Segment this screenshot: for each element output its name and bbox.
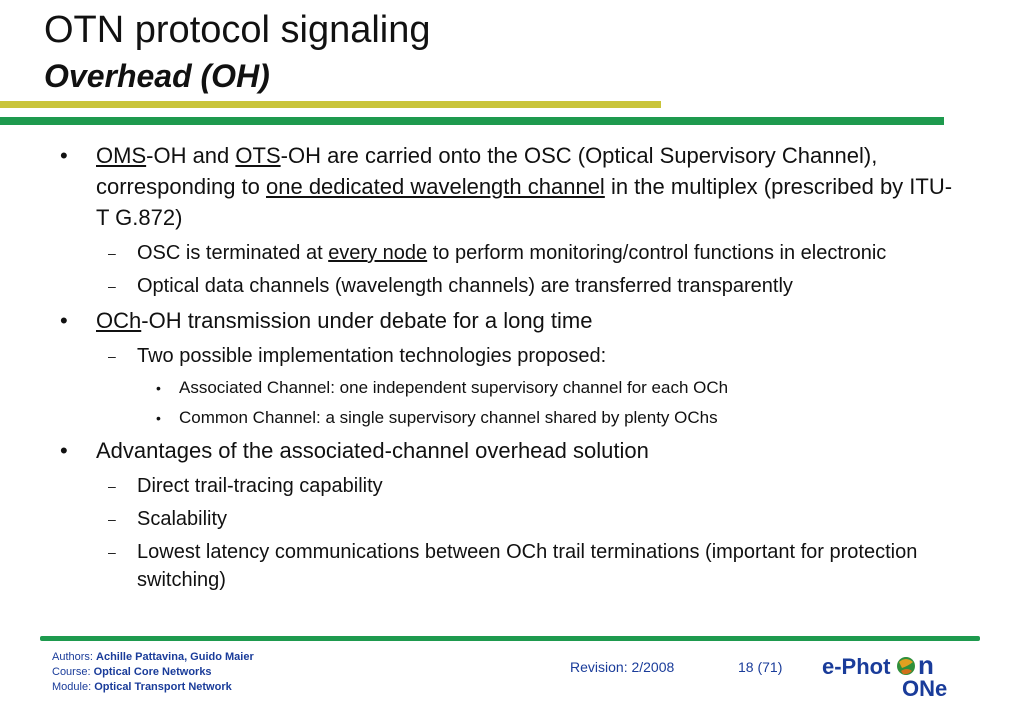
- bullet-level1: • Advantages of the associated-channel overhead solution: [60, 435, 960, 466]
- bullet-marker: •: [60, 308, 68, 333]
- footer-divider: [40, 636, 980, 641]
- dash-marker: –: [108, 278, 116, 294]
- small-bullet-marker: •: [156, 380, 161, 396]
- underlined-term: one dedicated wavelength channel: [266, 174, 605, 199]
- dash-marker: –: [108, 348, 116, 364]
- logo-text-line1: e-Phot: [822, 654, 891, 679]
- bullet-level2: – Lowest latency communications between OCh trail terminations (important for protection switching): [60, 538, 960, 594]
- bullet-level2: – Two possible implementation technologies proposed:: [60, 342, 960, 370]
- page-number: 18 (71): [738, 659, 783, 675]
- dash-marker: –: [108, 511, 116, 527]
- footer-credits: [52, 650, 254, 695]
- bullet-marker: •: [60, 143, 68, 168]
- bullet-level2: – OSC is terminated at every node to perform monitoring/control functions in electronic: [60, 239, 960, 267]
- underlined-term: every node: [328, 242, 428, 264]
- bullet-level2: – Direct trail-tracing capability: [60, 472, 960, 500]
- dash-marker: –: [108, 478, 116, 494]
- bullet-level1: • OMS-OH and OTS-OH are carried onto the OSC (Optical Supervisory Channel), corresponding to one dedicated wavelength channel in the multiplex (prescribed by ITU-T G.872): [60, 140, 960, 233]
- gold-divider: [0, 101, 661, 108]
- small-bullet-marker: •: [156, 410, 161, 426]
- bullet-level1: • OCh-OH transmission under debate for a long time: [60, 305, 960, 336]
- bullet-level2: – Scalability: [60, 505, 960, 533]
- underlined-term: OMS: [96, 143, 147, 168]
- bullet-marker: •: [60, 438, 68, 463]
- bullet-level3: • Common Channel: a single supervisory channel shared by plenty OChs: [60, 405, 960, 431]
- revision-label: Revision: 2/2008: [570, 659, 675, 675]
- dash-marker: –: [108, 245, 116, 261]
- logo-text-line2: ONe: [902, 676, 948, 698]
- footer-course: Course: Optical Core Networks: [52, 666, 212, 678]
- bullet-level2: – Optical data channels (wavelength channels) are transferred transparently: [60, 272, 960, 300]
- slide-subtitle: Overhead (OH): [44, 58, 270, 94]
- underlined-term: OCh: [96, 308, 142, 333]
- globe-icon: [897, 657, 915, 675]
- footer-module: Module: Optical Transport Network: [52, 681, 232, 693]
- dash-marker: –: [108, 544, 116, 560]
- bullet-level3: • Associated Channel: one independent supervisory channel for each OCh: [60, 375, 960, 401]
- slide-title: OTN protocol signaling: [44, 9, 431, 51]
- footer-authors: Authors: Achille Pattavina, Guido Maier: [52, 651, 254, 663]
- e-photon-one-logo: [822, 650, 962, 698]
- slide-content: [60, 140, 960, 599]
- underlined-term: OTS: [235, 143, 281, 168]
- green-divider: [0, 117, 944, 125]
- logo-text-n: n: [918, 650, 934, 680]
